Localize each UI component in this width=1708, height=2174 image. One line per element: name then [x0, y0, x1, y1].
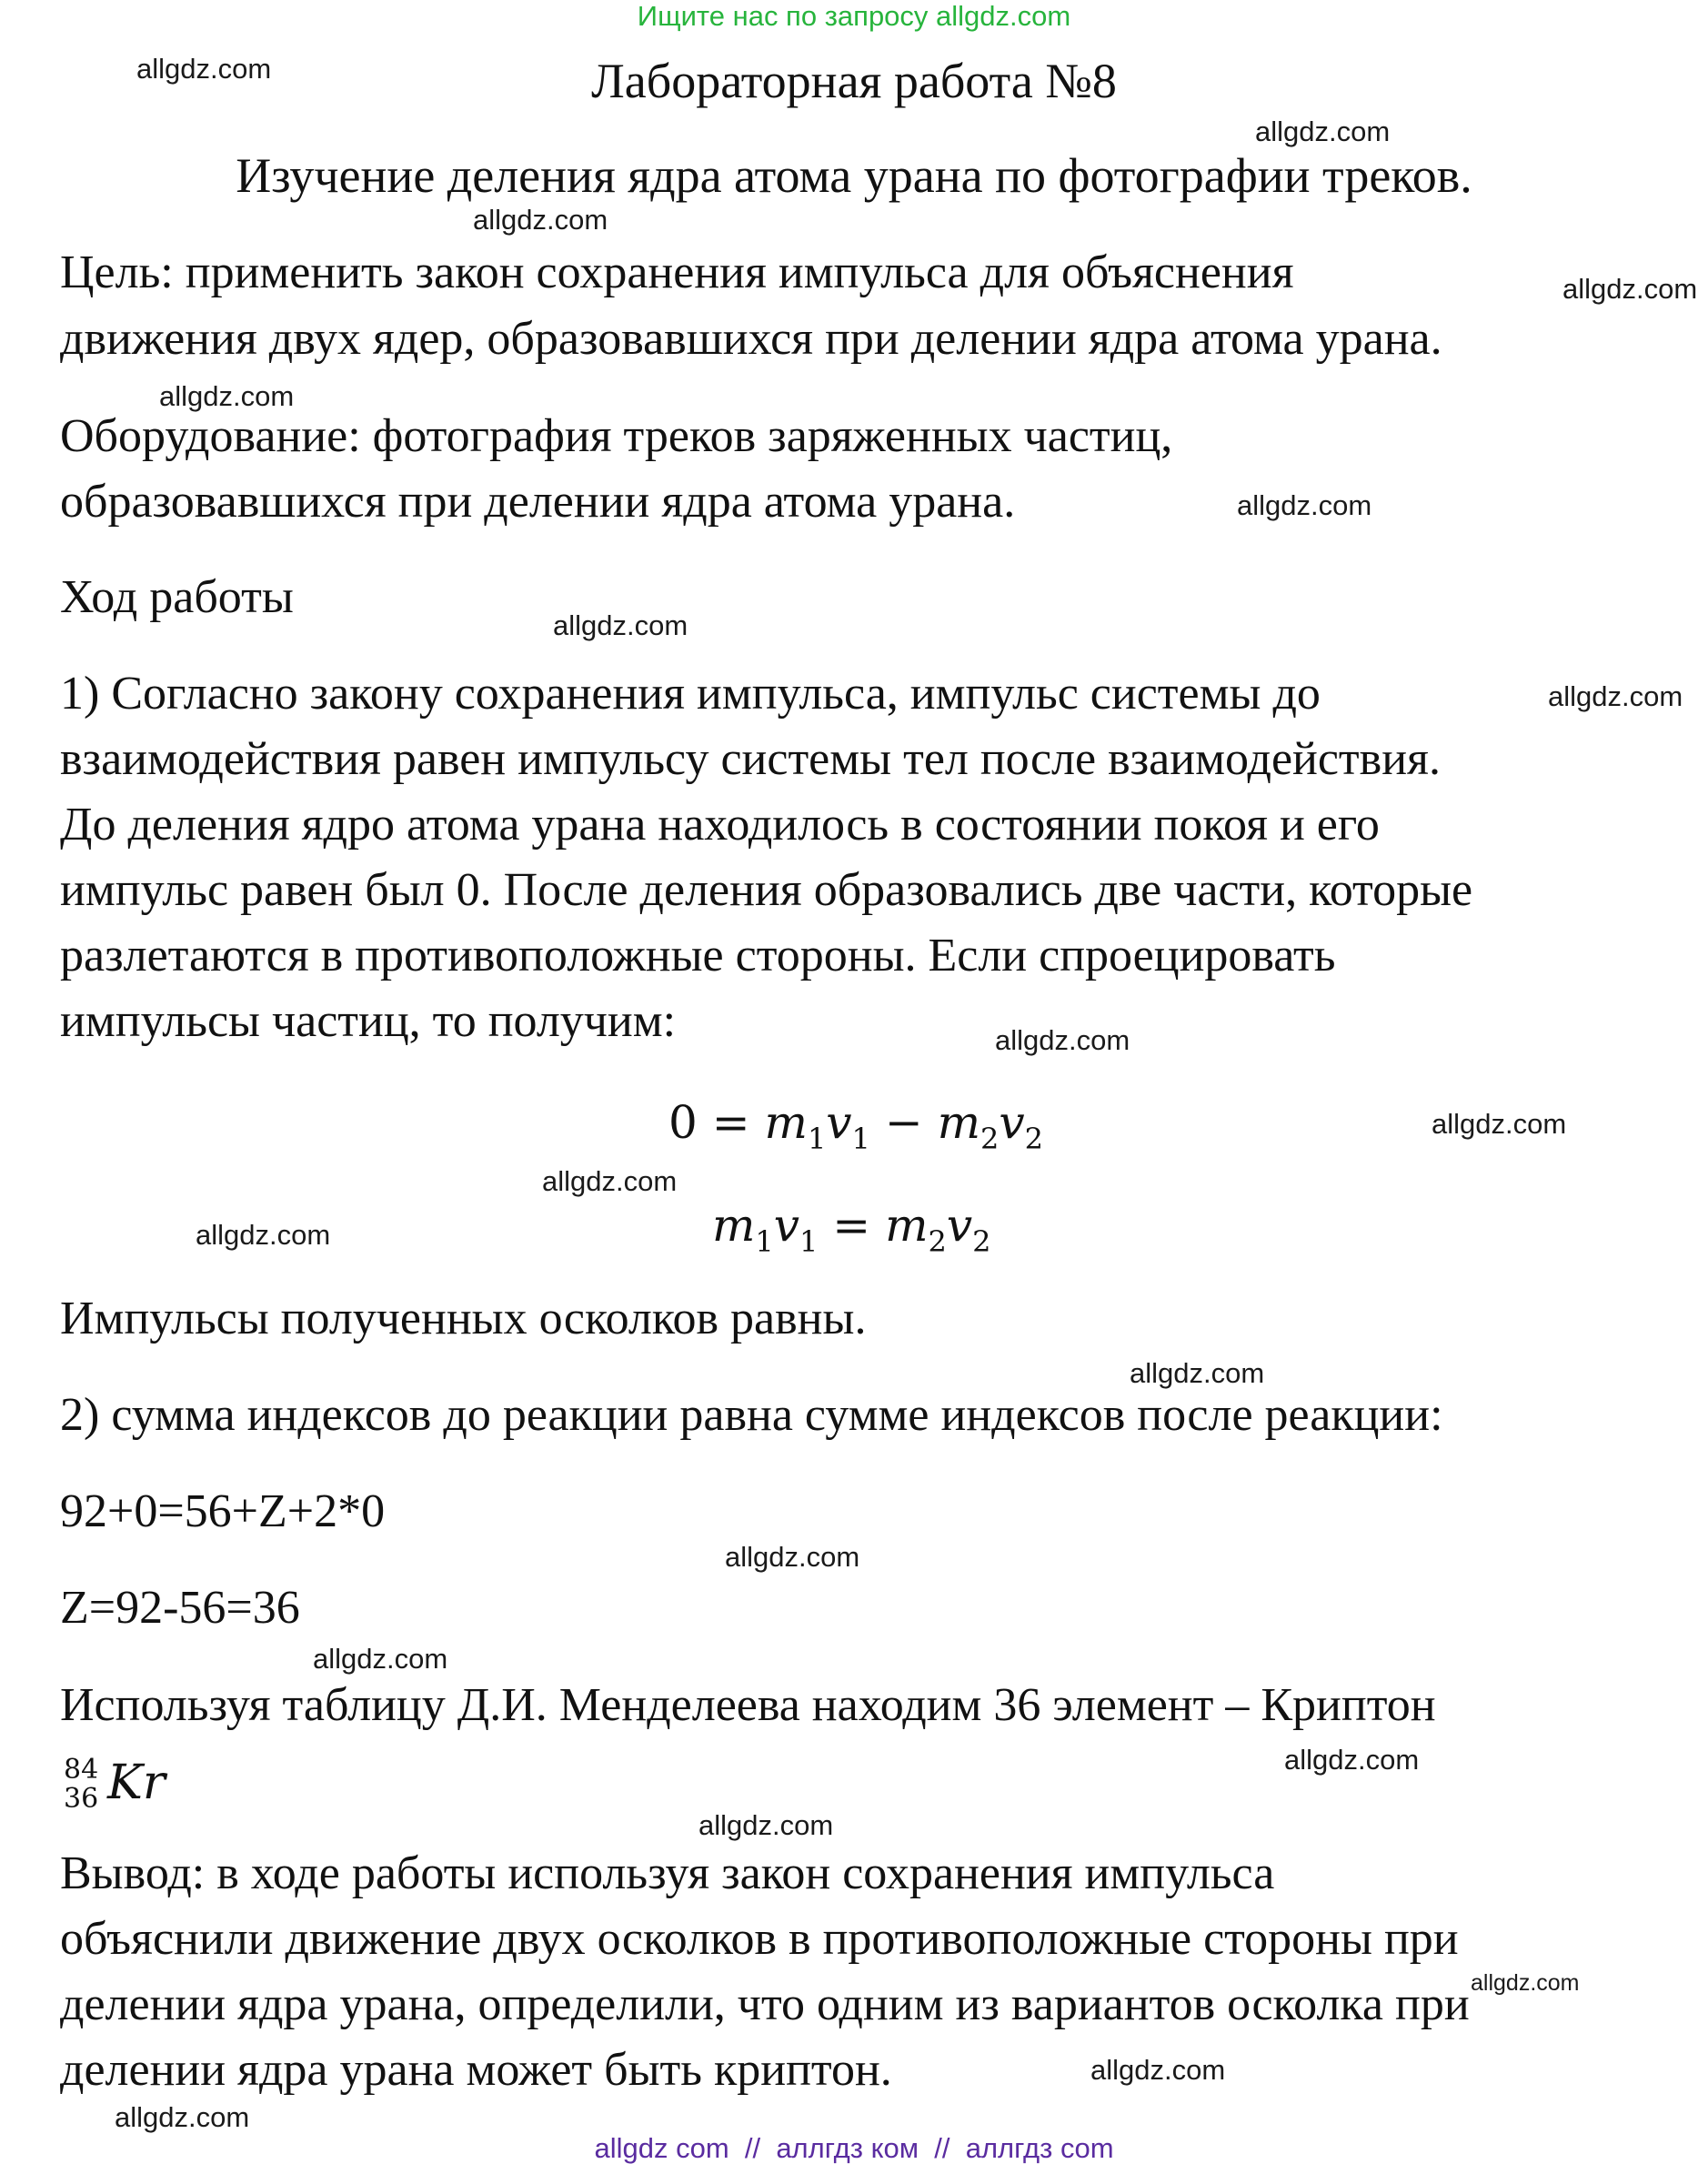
eq1-m2: m: [937, 1096, 981, 1149]
equipment-line-2: образовавшихся при делении ядра атома урана.: [60, 476, 1016, 528]
equipment-line-1: Оборудование: фотография треков заряженных частиц,: [60, 410, 1173, 462]
watermark: allgdz.com: [725, 1541, 860, 1573]
watermark: allgdz.com: [1471, 1970, 1580, 1996]
eq1-m1-sub: 1: [807, 1122, 827, 1156]
step1-line-4: импульс равен был 0. После деления образовались две части, которые: [60, 864, 1473, 916]
watermark: allgdz.com: [553, 609, 688, 641]
isotope-symbol: Kr: [107, 1756, 166, 1810]
watermark: allgdz.com: [1237, 489, 1372, 521]
isotope-mass-number: 84: [64, 1754, 99, 1786]
top-banner[interactable]: Ищите нас по запросу allgdz.com: [637, 0, 1071, 32]
watermark: allgdz.com: [1130, 1357, 1265, 1389]
isotope-atomic-number: 36: [64, 1783, 99, 1815]
eq1-m1: m: [764, 1096, 808, 1149]
eq1-m2-sub: 2: [980, 1122, 1000, 1156]
eq2-m2-sub: 2: [928, 1224, 947, 1259]
footer-links[interactable]: allgdz com // аллгдз ком // аллгдз com: [594, 2132, 1114, 2164]
watermark: allgdz.com: [313, 1643, 448, 1675]
impulses-equal: Импульсы полученных осколков равны.: [60, 1293, 867, 1344]
eq1-v2-sub: 2: [1024, 1122, 1044, 1156]
krypton-isotope: [60, 1754, 242, 1817]
watermark: allgdz.com: [542, 1165, 678, 1197]
calc-line-1: 92+0=56+Z+2*0: [60, 1485, 386, 1537]
watermark: allgdz.com: [1432, 1108, 1567, 1140]
eq1-v1-sub: 1: [851, 1122, 870, 1156]
eq1-lhs: 0 =: [668, 1096, 750, 1149]
watermark: allgdz.com: [698, 1809, 834, 1841]
eq2-v1-sub: 1: [799, 1224, 819, 1259]
step2-text: 2) сумма индексов до реакции равна сумме индексов после реакции:: [60, 1389, 1443, 1441]
step1-line-3: До деления ядро атома урана находилось в состоянии покоя и его: [60, 799, 1380, 850]
watermark: allgdz.com: [1090, 2054, 1226, 2086]
watermark: allgdz.com: [995, 1024, 1130, 1056]
eq2-m1: m: [712, 1199, 756, 1252]
conclusion-line-1: Вывод: в ходе работы используя закон сохранения импульса: [60, 1847, 1275, 1899]
equation-1: [668, 1096, 1043, 1156]
watermark: allgdz.com: [1562, 273, 1698, 305]
step1-line-6: импульсы частиц, то получим:: [60, 995, 677, 1047]
page-subtitle: Изучение деления ядра атома урана по фотографии треков.: [236, 148, 1472, 203]
page-title: Лабораторная работа №8: [591, 54, 1117, 108]
conclusion-line-2: объяснили движение двух осколков в противоположные стороны при: [60, 1913, 1459, 1965]
watermark: allgdz.com: [136, 53, 272, 85]
mendeleev-line: Используя таблицу Д.И. Менделеева находим 36 элемент – Криптон: [60, 1679, 1436, 1731]
eq1-v2: v: [999, 1096, 1025, 1149]
step1-line-1: 1) Согласно закону сохранения импульса, импульс системы до: [60, 668, 1321, 720]
eq1-operator: −: [884, 1096, 923, 1149]
eq2-operator: =: [832, 1199, 871, 1252]
goal-line-2: движения двух ядер, образовавшихся при делении ядра атома урана.: [60, 313, 1442, 365]
goal-line-1: Цель: применить закон сохранения импульса для объяснения: [60, 247, 1294, 298]
conclusion-line-4: делении ядра урана может быть криптон.: [60, 2044, 892, 2096]
eq2-m1-sub: 1: [755, 1224, 774, 1259]
eq2-v2-sub: 2: [972, 1224, 991, 1259]
watermark: allgdz.com: [1548, 680, 1683, 712]
step1-line-5: разлетаются в противоположные стороны. Если спроецировать: [60, 930, 1336, 981]
watermark: allgdz.com: [473, 204, 608, 236]
watermark: allgdz.com: [196, 1219, 331, 1251]
watermark: allgdz.com: [1284, 1744, 1420, 1776]
watermark: allgdz.com: [1255, 116, 1391, 147]
eq2-v1: v: [773, 1199, 800, 1252]
watermark: allgdz.com: [159, 380, 295, 412]
eq1-v1: v: [826, 1096, 852, 1149]
watermark: allgdz.com: [115, 2101, 250, 2133]
eq2-v2: v: [946, 1199, 973, 1252]
step1-line-2: взаимодействия равен импульсу системы тел после взаимодействия.: [60, 733, 1441, 785]
calc-line-2: Z=92-56=36: [60, 1582, 300, 1634]
equation-2: [712, 1199, 991, 1259]
progress-heading: Ход работы: [60, 571, 294, 623]
conclusion-line-3: делении ядра урана, определили, что одним из вариантов осколка при: [60, 1978, 1470, 2030]
eq2-m2: m: [885, 1199, 929, 1252]
